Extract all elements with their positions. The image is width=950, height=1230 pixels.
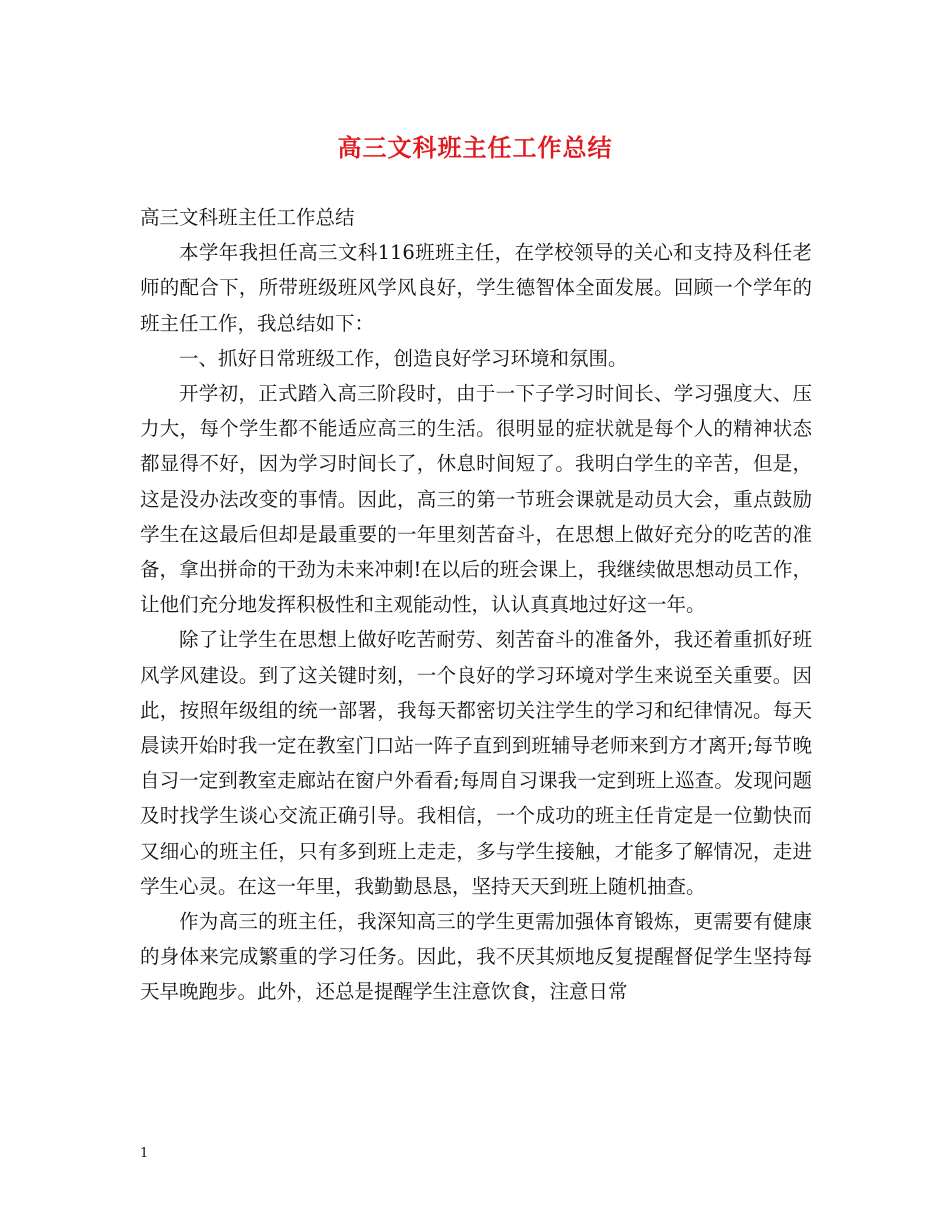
page-number: 1 <box>140 1146 149 1161</box>
paragraph-body-1: 开学初，正式踏入高三阶段时，由于一下子学习时间长、学习强度大、压力大，每个学生都不能适应高三的生活。很明显的症状就是每个人的精神状态都显得不好，因为学习时间长了，休息时间短了。我明白学生的辛苦，但是，这是没办法改变的事情。因此，高三的第一节班会课就是动员大会，重点鼓励学生在这最后但却是最重要的一年里刻苦奋斗，在思想上做好充分的吃苦的准备，拿出拼命的干劲为未来冲刺!在以后的班会课上，我继续做思想动员工作，让他们充分地发挥积极性和主观能动性，认认真真地过好这一年。 <box>140 382 812 617</box>
paragraph-intro: 本学年我担任高三文科116班班主任，在学校领导的关心和支持及科任老师的配合下，所带班级班风学风良好，学生德智体全面发展。回顾一个学年的班主任工作，我总结如下： <box>140 241 812 335</box>
document-title: 高三文科班主任工作总结 <box>337 133 613 162</box>
document-body <box>140 200 812 1010</box>
section-heading-1: 一、抓好日常班级工作，创造良好学习环境和氛围。 <box>179 346 628 370</box>
paragraph-body-2: 除了让学生在思想上做好吃苦耐劳、刻苦奋斗的准备外，我还着重抓好班风学风建设。到了这关键时刻，一个良好的学习环境对学生来说至关重要。因此，按照年级组的统一部署，我每天都密切关注学生的学习和纪律情况。每天晨读开始时我一定在教室门口站一阵子直到到班辅导老师来到方才离开;每节晚自习一定到教室走廊站在窗户外看看;每周自习课我一定到班上巡查。发现问题及时找学生谈心交流正确引导。我相信，一个成功的班主任肯定是一位勤快而又细心的班主任，只有多到班上走走，多与学生接触，才能多了解情况，走进学生心灵。在这一年里，我勤勤恳恳，坚持天天到班上随机抽查。 <box>140 628 812 898</box>
paragraph-body-3: 作为高三的班主任，我深知高三的学生更需加强体育锻炼，更需要有健康的身体来完成繁重的学习任务。因此，我不厌其烦地反复提醒督促学生坚持每天早晚跑步。此外，还总是提醒学生注意饮食，注意日常 <box>140 910 812 1004</box>
paragraph-subtitle: 高三文科班主任工作总结 <box>140 206 355 229</box>
